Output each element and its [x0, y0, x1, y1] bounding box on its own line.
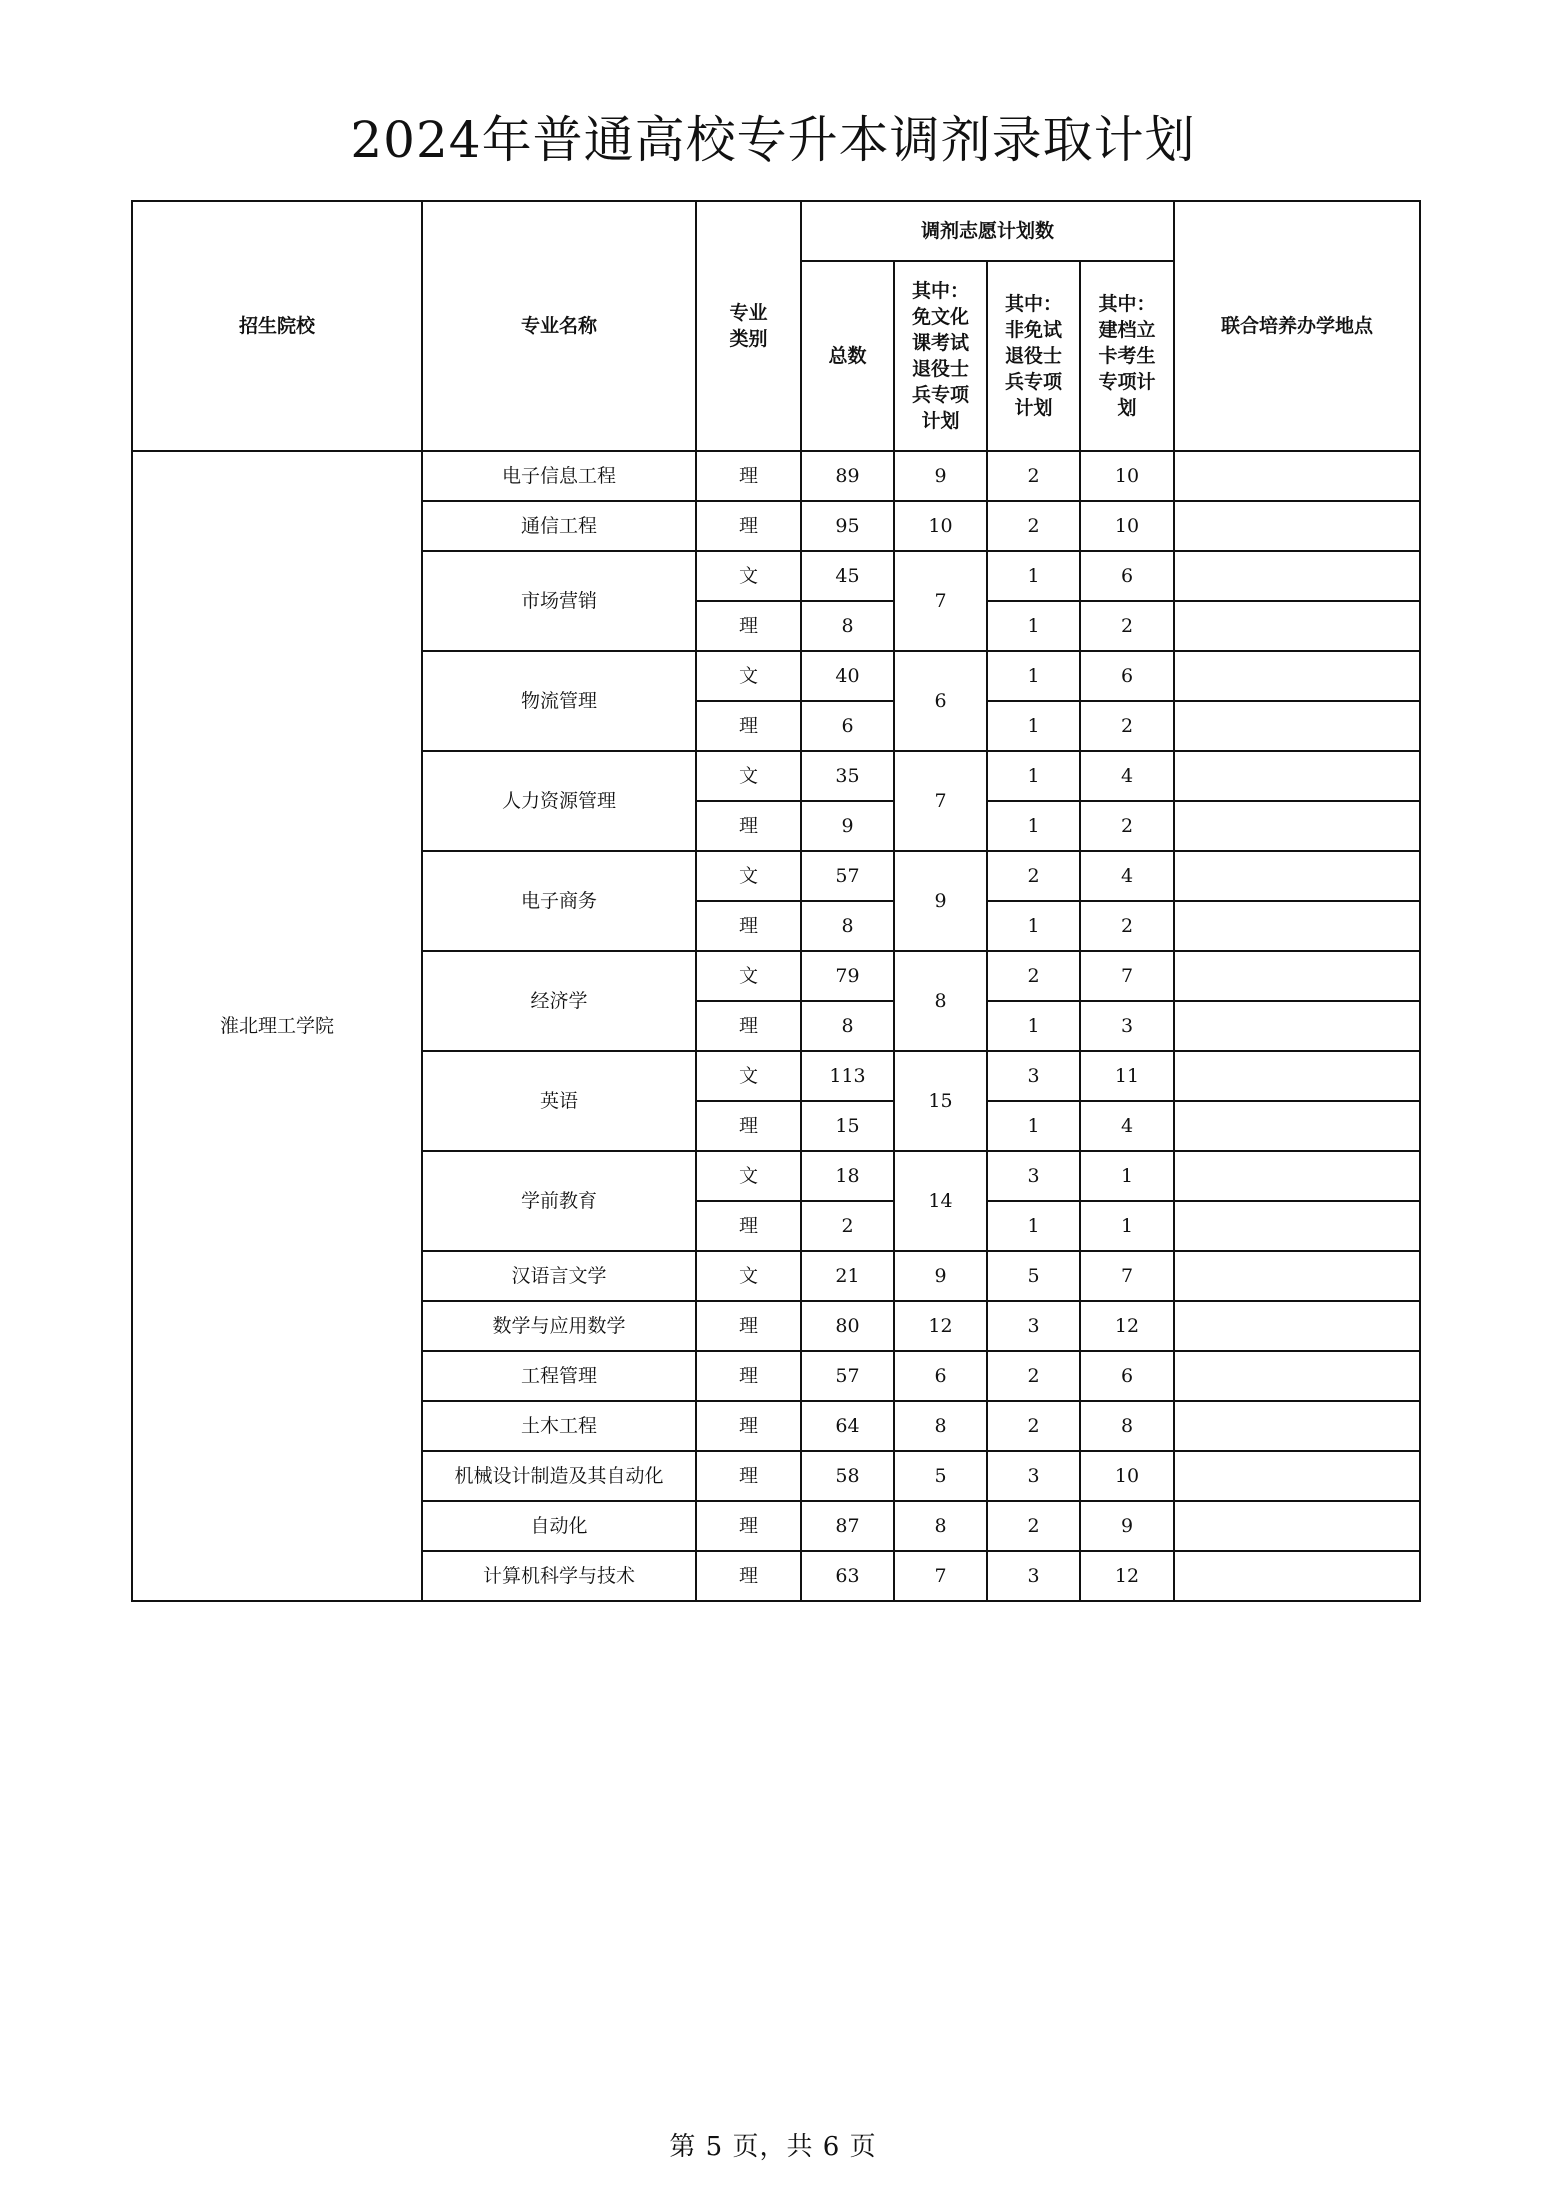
total-cell: 2	[801, 1201, 894, 1251]
total-cell: 35	[801, 751, 894, 801]
header-joint-location: 联合培养办学地点	[1174, 201, 1420, 451]
poverty-cell: 12	[1080, 1301, 1174, 1351]
joint-location-cell	[1174, 1251, 1420, 1301]
veteran-nonexempt-cell: 1	[987, 601, 1080, 651]
joint-location-cell	[1174, 551, 1420, 601]
major-name-cell: 人力资源管理	[422, 751, 696, 851]
category-cell: 理	[696, 1551, 801, 1601]
poverty-cell: 7	[1080, 1251, 1174, 1301]
poverty-cell: 10	[1080, 501, 1174, 551]
total-cell: 58	[801, 1451, 894, 1501]
joint-location-cell	[1174, 1351, 1420, 1401]
poverty-cell: 4	[1080, 1101, 1174, 1151]
header-category: 专业 类别	[696, 201, 801, 451]
veteran-exempt-cell: 15	[894, 1051, 987, 1151]
total-cell: 40	[801, 651, 894, 701]
major-name-cell: 数学与应用数学	[422, 1301, 696, 1351]
veteran-exempt-cell: 7	[894, 1551, 987, 1601]
school-cell: 淮北理工学院	[132, 451, 422, 1601]
veteran-nonexempt-cell: 3	[987, 1551, 1080, 1601]
category-cell: 理	[696, 451, 801, 501]
category-cell: 文	[696, 1151, 801, 1201]
joint-location-cell	[1174, 851, 1420, 901]
total-cell: 64	[801, 1401, 894, 1451]
poverty-cell: 2	[1080, 801, 1174, 851]
veteran-nonexempt-cell: 1	[987, 901, 1080, 951]
total-cell: 87	[801, 1501, 894, 1551]
veteran-nonexempt-cell: 1	[987, 1001, 1080, 1051]
category-cell: 文	[696, 551, 801, 601]
joint-location-cell	[1174, 1451, 1420, 1501]
poverty-cell: 6	[1080, 651, 1174, 701]
joint-location-cell	[1174, 1051, 1420, 1101]
veteran-exempt-cell: 10	[894, 501, 987, 551]
total-cell: 89	[801, 451, 894, 501]
veteran-nonexempt-cell: 2	[987, 1351, 1080, 1401]
major-name-cell: 市场营销	[422, 551, 696, 651]
table-body	[132, 451, 1420, 1601]
total-cell: 95	[801, 501, 894, 551]
veteran-nonexempt-cell: 3	[987, 1051, 1080, 1101]
joint-location-cell	[1174, 1551, 1420, 1601]
page-footer: 第 5 页，共 6 页	[669, 2132, 877, 2162]
total-cell: 8	[801, 1001, 894, 1051]
major-name-cell: 英语	[422, 1051, 696, 1151]
veteran-exempt-cell: 8	[894, 1501, 987, 1551]
poverty-cell: 10	[1080, 1451, 1174, 1501]
joint-location-cell	[1174, 1001, 1420, 1051]
category-cell: 理	[696, 701, 801, 751]
major-name-cell: 计算机科学与技术	[422, 1551, 696, 1601]
veteran-nonexempt-cell: 1	[987, 751, 1080, 801]
header-poverty: 其中： 建档立 卡考生 专项计 划	[1080, 261, 1174, 451]
category-cell: 理	[696, 601, 801, 651]
veteran-exempt-cell: 8	[894, 1401, 987, 1451]
category-cell: 理	[696, 1201, 801, 1251]
category-cell: 文	[696, 1051, 801, 1101]
category-cell: 理	[696, 1501, 801, 1551]
veteran-nonexempt-cell: 3	[987, 1451, 1080, 1501]
category-cell: 文	[696, 651, 801, 701]
joint-location-cell	[1174, 651, 1420, 701]
veteran-exempt-cell: 6	[894, 651, 987, 751]
total-cell: 79	[801, 951, 894, 1001]
category-cell: 文	[696, 951, 801, 1001]
major-name-cell: 土木工程	[422, 1401, 696, 1451]
header-veteran-nonexempt: 其中： 非免试 退役士 兵专项 计划	[987, 261, 1080, 451]
total-cell: 63	[801, 1551, 894, 1601]
veteran-exempt-cell: 7	[894, 551, 987, 651]
category-cell: 理	[696, 1401, 801, 1451]
category-cell: 理	[696, 801, 801, 851]
category-cell: 理	[696, 1351, 801, 1401]
veteran-nonexempt-cell: 1	[987, 551, 1080, 601]
poverty-cell: 4	[1080, 851, 1174, 901]
veteran-nonexempt-cell: 1	[987, 1101, 1080, 1151]
total-cell: 113	[801, 1051, 894, 1101]
admission-plan-table	[131, 200, 1421, 1602]
veteran-exempt-cell: 9	[894, 451, 987, 501]
veteran-nonexempt-cell: 1	[987, 801, 1080, 851]
veteran-exempt-cell: 14	[894, 1151, 987, 1251]
veteran-exempt-cell: 9	[894, 851, 987, 951]
poverty-cell: 3	[1080, 1001, 1174, 1051]
header-veteran-exempt: 其中： 免文化 课考试 退役士 兵专项 计划	[894, 261, 987, 451]
major-name-cell: 机械设计制造及其自动化	[422, 1451, 696, 1501]
joint-location-cell	[1174, 1401, 1420, 1451]
veteran-nonexempt-cell: 2	[987, 951, 1080, 1001]
veteran-nonexempt-cell: 2	[987, 1401, 1080, 1451]
joint-location-cell	[1174, 1301, 1420, 1351]
poverty-cell: 2	[1080, 601, 1174, 651]
category-cell: 文	[696, 751, 801, 801]
table-row	[132, 451, 1420, 501]
poverty-cell: 12	[1080, 1551, 1174, 1601]
joint-location-cell	[1174, 801, 1420, 851]
poverty-cell: 6	[1080, 551, 1174, 601]
category-cell: 文	[696, 1251, 801, 1301]
major-name-cell: 学前教育	[422, 1151, 696, 1251]
total-cell: 45	[801, 551, 894, 601]
total-cell: 57	[801, 1351, 894, 1401]
category-cell: 文	[696, 851, 801, 901]
header-major: 专业名称	[422, 201, 696, 451]
veteran-nonexempt-cell: 5	[987, 1251, 1080, 1301]
category-cell: 理	[696, 1451, 801, 1501]
total-cell: 6	[801, 701, 894, 751]
veteran-nonexempt-cell: 1	[987, 651, 1080, 701]
major-name-cell: 电子商务	[422, 851, 696, 951]
poverty-cell: 11	[1080, 1051, 1174, 1101]
joint-location-cell	[1174, 1101, 1420, 1151]
veteran-nonexempt-cell: 3	[987, 1301, 1080, 1351]
poverty-cell: 2	[1080, 701, 1174, 751]
major-name-cell: 经济学	[422, 951, 696, 1051]
major-name-cell: 汉语言文学	[422, 1251, 696, 1301]
header-total: 总数	[801, 261, 894, 451]
veteran-exempt-cell: 6	[894, 1351, 987, 1401]
joint-location-cell	[1174, 951, 1420, 1001]
veteran-exempt-cell: 8	[894, 951, 987, 1051]
category-cell: 理	[696, 501, 801, 551]
major-name-cell: 电子信息工程	[422, 451, 696, 501]
total-cell: 9	[801, 801, 894, 851]
total-cell: 21	[801, 1251, 894, 1301]
veteran-exempt-cell: 9	[894, 1251, 987, 1301]
veteran-nonexempt-cell: 2	[987, 501, 1080, 551]
total-cell: 80	[801, 1301, 894, 1351]
poverty-cell: 4	[1080, 751, 1174, 801]
major-name-cell: 物流管理	[422, 651, 696, 751]
poverty-cell: 1	[1080, 1151, 1174, 1201]
major-name-cell: 通信工程	[422, 501, 696, 551]
joint-location-cell	[1174, 1151, 1420, 1201]
veteran-nonexempt-cell: 2	[987, 851, 1080, 901]
veteran-exempt-cell: 5	[894, 1451, 987, 1501]
veteran-exempt-cell: 12	[894, 1301, 987, 1351]
joint-location-cell	[1174, 751, 1420, 801]
poverty-cell: 9	[1080, 1501, 1174, 1551]
poverty-cell: 6	[1080, 1351, 1174, 1401]
poverty-cell: 1	[1080, 1201, 1174, 1251]
veteran-nonexempt-cell: 2	[987, 451, 1080, 501]
poverty-cell: 10	[1080, 451, 1174, 501]
poverty-cell: 2	[1080, 901, 1174, 951]
veteran-nonexempt-cell: 1	[987, 1201, 1080, 1251]
poverty-cell: 8	[1080, 1401, 1174, 1451]
header-plan-group: 调剂志愿计划数	[801, 201, 1174, 261]
category-cell: 理	[696, 901, 801, 951]
veteran-nonexempt-cell: 2	[987, 1501, 1080, 1551]
veteran-nonexempt-cell: 3	[987, 1151, 1080, 1201]
joint-location-cell	[1174, 1201, 1420, 1251]
category-cell: 理	[696, 1301, 801, 1351]
total-cell: 8	[801, 901, 894, 951]
poverty-cell: 7	[1080, 951, 1174, 1001]
joint-location-cell	[1174, 451, 1420, 501]
category-cell: 理	[696, 1101, 801, 1151]
total-cell: 57	[801, 851, 894, 901]
joint-location-cell	[1174, 701, 1420, 751]
joint-location-cell	[1174, 1501, 1420, 1551]
major-name-cell: 自动化	[422, 1501, 696, 1551]
major-name-cell: 工程管理	[422, 1351, 696, 1401]
joint-location-cell	[1174, 601, 1420, 651]
total-cell: 18	[801, 1151, 894, 1201]
veteran-nonexempt-cell: 1	[987, 701, 1080, 751]
total-cell: 15	[801, 1101, 894, 1151]
veteran-exempt-cell: 7	[894, 751, 987, 851]
header-school: 招生院校	[132, 201, 422, 451]
page-title: 2024年普通高校专升本调剂录取计划	[350, 111, 1196, 169]
joint-location-cell	[1174, 501, 1420, 551]
joint-location-cell	[1174, 901, 1420, 951]
total-cell: 8	[801, 601, 894, 651]
category-cell: 理	[696, 1001, 801, 1051]
